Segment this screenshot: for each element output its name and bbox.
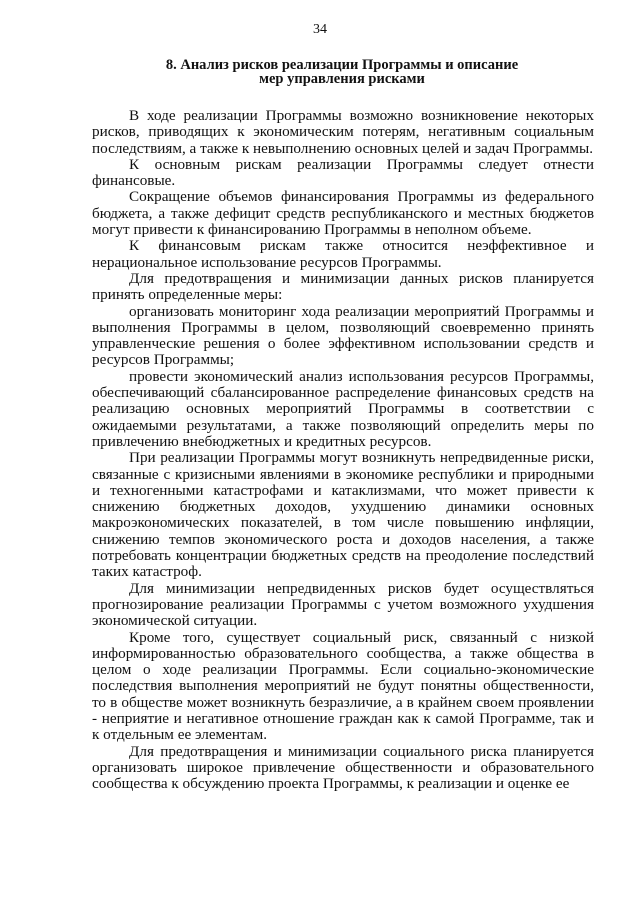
page-number: 34 [313,22,327,37]
paragraph: Сокращение объемов финансирования Программы из федерального бюджета, а также дефицит средств республиканского и местных бюджетов могут привести к финансированию Программы в неполном объеме. [92,188,594,239]
paragraph: К основным рискам реализации Программы следует отнести финансовые. [92,155,594,190]
paragraph: В ходе реализации Программы возможно возникновение некоторых рисков, приводящих к экономическим потерям, негативным социальным последствиям, а также к невыполнению основных целей и задач Программы. [92,107,594,157]
paragraph: Для предотвращения и минимизации социального риска планируется организовать широкое привлечение общественности и образовательного сообщества к обсуждению проекта Программы, к реализации и оценке ее [92,742,594,793]
heading-line-1: 8. Анализ рисков реализации Программы и описание [165,57,519,73]
body-text [92,108,594,792]
heading-line-2: мер управления рисками [259,71,425,87]
paragraph: Кроме того, существует социальный риск, связанный с низкой информированностью образовательного сообщества, а также общества в целом о ходе реализации Программы. Если социально-экономические последствия выполнения мероприятий не будут понятны общественности, то в обществе может возникнуть безразличие, а в крайнем своем проявлении - неприятие и негативное отношение граждан как к самой Программе, так и к отдельным ее элементам. [92,628,594,744]
paragraph: К финансовым рискам также относится неэффективное и нерациональное использование ресурсов Программы. [92,237,594,271]
paragraph: При реализации Программы могут возникнуть непредвиденные риски, связанные с кризисными явлениями в экономике республики и природными и техногенными катастрофами и катаклизмами, что может привести к снижению бюджетных доходов, ухудшению динамики основных макроэкономических показателей, в том числе повышению инфляции, снижению темпов экономического роста и доходов населения, а также потребовать концентрации бюджетных средств на преодоление последствий таких катастроф. [92,449,594,581]
section-heading [100,58,584,86]
paragraph: Для минимизации непредвиденных рисков будет осуществляться прогнозирование реализации Программы с учетом возможного ухудшения экономической ситуации. [92,579,594,630]
list-item: организовать мониторинг хода реализации мероприятий Программы и выполнения Программы в целом, позволяющий своевременно принять управленческие решения о более эффективном использовании средств и ресурсов Программы; [92,302,594,369]
paragraph: Для предотвращения и минимизации данных рисков планируется принять определенные меры: [92,269,594,304]
list-item: провести экономический анализ использования ресурсов Программы, обеспечивающий сбалансированное распределение финансовых средств на реализацию основных мероприятий Программы в соответствии с ожидаемыми результатами, а также позволяющий определить меры по привлечению внебюджетных и кредитных ресурсов. [92,367,594,450]
